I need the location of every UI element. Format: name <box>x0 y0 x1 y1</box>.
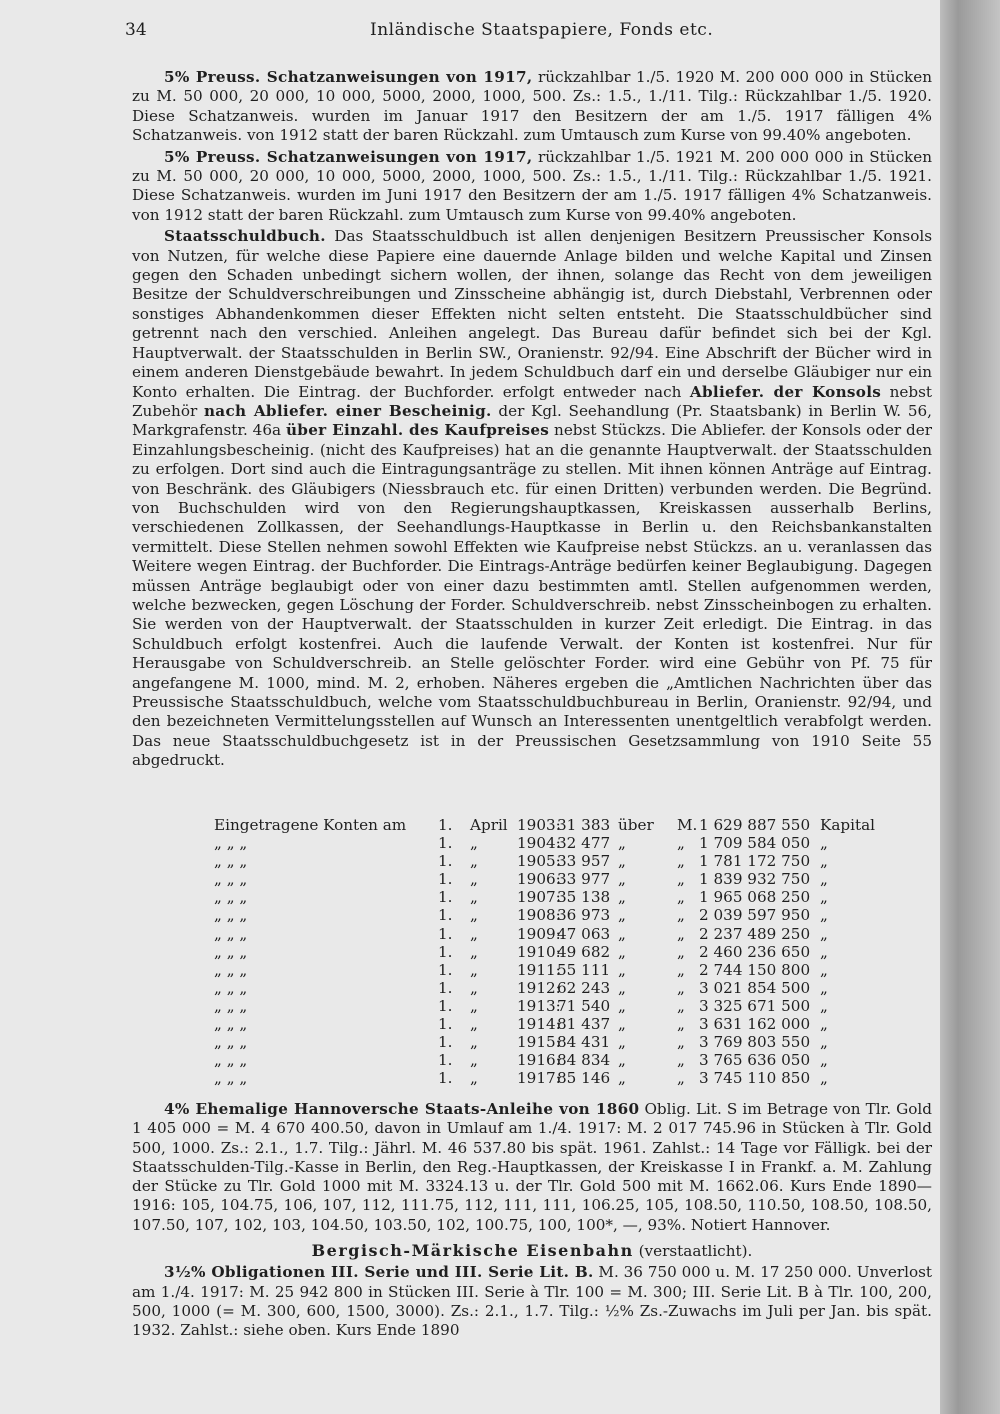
currency: „ <box>677 960 685 979</box>
date-day: 1. <box>438 852 453 871</box>
row-label: „ „ „ <box>214 1051 248 1070</box>
year: 1913: <box>517 996 561 1015</box>
account-count: 33 957 <box>557 852 611 871</box>
date-month: „ <box>470 1033 478 1052</box>
railway-bond-entry <box>132 1263 932 1340</box>
currency: „ <box>677 924 685 943</box>
account-count: 32 477 <box>557 834 611 853</box>
date-day: 1. <box>438 888 453 907</box>
date-day: 1. <box>438 906 453 925</box>
date-day: 1. <box>438 1051 453 1070</box>
date-month: „ <box>470 906 478 925</box>
account-count: 33 977 <box>557 870 611 889</box>
capital-amount: 2 460 236 650 <box>699 942 811 961</box>
year: 1912: <box>517 978 561 997</box>
capital-label: „ <box>820 834 828 853</box>
row-label: „ „ „ <box>214 1015 248 1034</box>
capital-amount: 3 021 854 500 <box>699 978 811 997</box>
account-count: 84 834 <box>557 1051 611 1070</box>
account-row <box>132 1033 932 1051</box>
ueber-word: „ <box>618 888 626 907</box>
row-label: „ „ „ <box>214 924 248 943</box>
date-month: April <box>470 816 508 834</box>
account-count: 35 138 <box>557 888 611 907</box>
hannover-bond-entry <box>132 1100 932 1235</box>
date-day: 1. <box>438 960 453 979</box>
ueber-word: über <box>618 816 654 834</box>
main-text-block <box>132 68 932 771</box>
capital-label: „ <box>820 996 828 1015</box>
row-label: „ „ „ <box>214 942 248 961</box>
year: 1906: <box>517 870 561 889</box>
account-row <box>132 925 932 943</box>
account-count: 49 682 <box>557 942 611 961</box>
account-count: 81 437 <box>557 1015 611 1034</box>
year: 1908: <box>517 906 561 925</box>
emphasis-text: über Einzahl. des Kaufpreises <box>285 421 550 440</box>
paragraph-text: nebst Zubehör <box>132 382 932 420</box>
account-count: 31 383 <box>557 816 611 834</box>
currency: „ <box>677 870 685 889</box>
date-day: 1. <box>438 1033 453 1052</box>
capital-amount: 2 237 489 250 <box>699 924 811 943</box>
row-label: „ „ „ <box>214 834 248 853</box>
date-month: „ <box>470 1015 478 1034</box>
account-row <box>132 870 932 888</box>
page-header <box>125 20 925 46</box>
date-month: „ <box>470 888 478 907</box>
capital-label: „ <box>820 1069 828 1088</box>
year: 1917: <box>517 1069 561 1088</box>
currency: „ <box>677 888 685 907</box>
bond-description: rückzahlbar 1./5. 1920 M. 200 000 000 in Stücken zu M. 50 000, 20 000, 10 000, 5000, 2000, 1000, 500. Zs.: 1.5., 1./11. Tilg.: Rückzahlbar 1./5. 1920. Diese Schatzanweis. wurden im Januar 1917 den Besitzern der am 1./5. 1917 fälligen 4% Schatzanweis. von 1912 statt der baren Rückzahl. zum Umtausch zum Kurse von 99.40% angeboten. <box>132 68 933 145</box>
currency: „ <box>677 1015 685 1034</box>
ueber-word: „ <box>618 1051 626 1070</box>
running-title: Inländische Staatspapiere, Fonds etc. <box>370 20 714 40</box>
currency: „ <box>677 996 685 1015</box>
account-row <box>132 816 932 834</box>
account-row <box>132 834 932 852</box>
paragraph-text: der Kgl. Seehandlung (Pr. Staatsbank) in Berlin W. 56, Markgrafenstr. 46a <box>132 401 932 440</box>
currency: „ <box>677 852 685 871</box>
bond-description: Oblig. Lit. S im Betrage von Tlr. Gold 1 405 000 = M. 4 670 400.50, davon in Umlauf am 1./4. 1917: M. 2 017 745.96 in Stücken à Tlr. Gold 500, 1000. Zs.: 2.1., 1.7. Tilg.: Jährl. M. 46 537.80 bis spät. 1961. Zahlst.: 14 Tage vor Fälligk. bei der Staatsschulden-Tilg.-Kasse in Berlin, den Reg.-Hauptkassen, der Kreiskasse I in Frankf. a. M. Zahlung der Stücke zu Tlr. Gold 1000 mit M. 3324.13 u. der Tlr. Gold 500 mit M. 1662.06. Kurs Ende 1890—1916: 105, 104.75, 106, 107, 112, 111.75, 112, 111, 111, 106.25, 105, 108.50, 110.50, 108.50, 108.50, 107.50, 107, 102, 103, 104.50, 103.50, 102, 100.75, 100, 100*, —, 93%. Notiert Hannover. <box>132 1100 933 1234</box>
account-count: 71 540 <box>557 996 611 1015</box>
capital-label: „ <box>820 852 828 871</box>
date-month: „ <box>470 924 478 943</box>
date-day: 1. <box>438 996 453 1015</box>
ueber-word: „ <box>618 870 626 889</box>
account-row <box>132 888 932 906</box>
currency: „ <box>677 1051 685 1070</box>
currency: „ <box>677 978 685 997</box>
year: 1910: <box>517 942 561 961</box>
date-month: „ <box>470 1051 478 1070</box>
capital-amount: 3 745 110 850 <box>699 1069 811 1088</box>
date-day: 1. <box>438 924 453 943</box>
capital-label: „ <box>820 870 828 889</box>
paragraph-text: Das Staatsschuldbuch ist allen denjenigen Besitzern Preussischer Konsols von Nutzen, für welche diese Papiere eine dauernde Anlage bilden und welche Kapital und Zinsen gegen den Schaden unbedingt sichern wollen, der ihnen, solange das Recht von dem jeweiligen Besitze der Schuldverschreibungen und Zinsscheine abhängig ist, durch Diebstahl, Verbrennen oder sonstiges Abhandenkommen dieser Effekten nicht selten entsteht. Die Staatsschuldbücher sind getrennt nach den verschied. Anleihen angelegt. Das Bureau dafür befindet sich bei der Kgl. Hauptverwalt. der Staatsschulden in Berlin SW., Oranienstr. 92/94. Eine Abschrift der Bücher wird in einem anderen Dienstgebäude bewahrt. In jedem Schuldbuch darf ein und derselbe Gläubiger nur ein Konto erhalten. Die Eintrag. der Buchforder. erfolgt entweder nach <box>132 227 932 401</box>
capital-label: „ <box>820 942 828 961</box>
capital-amount: 2 039 597 950 <box>699 906 811 925</box>
date-day: 1. <box>438 978 453 997</box>
railway-subtitle: (verstaatlicht). <box>638 1242 753 1261</box>
account-count: 62 243 <box>557 978 611 997</box>
date-month: „ <box>470 852 478 871</box>
year: 1907: <box>517 888 561 907</box>
registered-accounts-table <box>132 816 932 1087</box>
capital-amount: 1 629 887 550 <box>699 816 811 834</box>
ueber-word: „ <box>618 834 626 853</box>
bond-description: rückzahlbar 1./5. 1921 M. 200 000 000 in Stücken zu M. 50 000, 20 000, 10 000, 5000, 2000, 1000, 500. Zs.: 1.5., 1./11. Tilg.: Rückzahlbar 1./5. 1921. Diese Schatzanweis. wurden im Juni 1917 den Besitzern der am 1./5. 1917 fälligen 4% Schatzanweis. von 1912 statt der baren Rückzahl. zum Umtausch zum Kurse von 99.40% angeboten. <box>132 147 933 224</box>
ueber-word: „ <box>618 1069 626 1088</box>
account-row <box>132 852 932 870</box>
capital-amount: 3 631 162 000 <box>699 1015 811 1034</box>
scanned-page-edge <box>940 0 1000 1414</box>
currency: „ <box>677 834 685 853</box>
date-month: „ <box>470 942 478 961</box>
account-row <box>132 979 932 997</box>
account-row <box>132 997 932 1015</box>
row-label: „ „ „ <box>214 1033 248 1052</box>
bond-entry-1920 <box>132 68 932 146</box>
year: 1914: <box>517 1015 561 1034</box>
year: 1903: <box>517 816 561 834</box>
page-number: 34 <box>125 20 147 40</box>
capital-label: Kapital <box>820 816 875 834</box>
bond-title: 4% Ehemalige Hannoversche Staats-Anleihe von 1860 <box>164 1100 640 1118</box>
currency: „ <box>677 1069 685 1088</box>
ueber-word: „ <box>618 1015 626 1034</box>
capital-label: „ <box>820 1051 828 1070</box>
date-month: „ <box>470 870 478 889</box>
row-label: Eingetragene Konten am <box>214 816 407 834</box>
emphasis-text: nach Abliefer. einer Bescheinig. <box>203 401 492 420</box>
capital-amount: 2 744 150 800 <box>699 960 811 979</box>
bond-title: 3½% Obligationen III. Serie und III. Serie Lit. B. <box>164 1263 594 1282</box>
capital-amount: 3 769 803 550 <box>699 1033 811 1052</box>
capital-label: „ <box>820 906 828 925</box>
account-row <box>132 943 932 961</box>
ueber-word: „ <box>618 1033 626 1052</box>
account-row <box>132 961 932 979</box>
railway-heading <box>132 1241 932 1261</box>
ueber-word: „ <box>618 978 626 997</box>
date-month: „ <box>470 1069 478 1088</box>
railway-title: Bergisch-Märkische Eisenbahn <box>311 1241 634 1261</box>
capital-label: „ <box>820 1015 828 1034</box>
row-label: „ „ „ <box>214 960 248 979</box>
capital-amount: 1 839 932 750 <box>699 870 811 889</box>
account-count: 47 063 <box>557 924 611 943</box>
date-day: 1. <box>438 834 453 853</box>
ueber-word: „ <box>618 942 626 961</box>
ueber-word: „ <box>618 996 626 1015</box>
date-day: 1. <box>438 870 453 889</box>
capital-amount: 3 325 671 500 <box>699 996 811 1015</box>
emphasis-text: Abliefer. der Konsols <box>689 382 882 401</box>
year: 1905: <box>517 852 561 871</box>
capital-label: „ <box>820 960 828 979</box>
year: 1911: <box>517 960 561 979</box>
year: 1904: <box>517 834 561 853</box>
capital-amount: 1 965 068 250 <box>699 888 811 907</box>
year: 1915: <box>517 1033 561 1052</box>
account-count: 55 111 <box>557 960 611 979</box>
date-month: „ <box>470 834 478 853</box>
row-label: „ „ „ <box>214 906 248 925</box>
date-day: 1. <box>438 942 453 961</box>
currency: „ <box>677 906 685 925</box>
date-month: „ <box>470 996 478 1015</box>
account-count: 84 431 <box>557 1033 611 1052</box>
ueber-word: „ <box>618 960 626 979</box>
bond-title: 5% Preuss. Schatzanweisungen von 1917, <box>164 147 533 166</box>
capital-amount: 1 709 584 050 <box>699 834 811 853</box>
year: 1916: <box>517 1051 561 1070</box>
row-label: „ „ „ <box>214 996 248 1015</box>
capital-label: „ <box>820 924 828 943</box>
bond-title: 5% Preuss. Schatzanweisungen von 1917, <box>164 68 533 86</box>
row-label: „ „ „ <box>214 852 248 871</box>
ueber-word: „ <box>618 852 626 871</box>
paragraph-text: nebst Stückzs. Die Abliefer. der Konsols oder der Einzahlungsbescheinig. (nicht des Kaufpreises) hat an die genannte Hauptverwalt. der Staatsschulden zu erfolgen. Dort sind auch die Eintragungsanträge zu stellen. Mit ihnen können Anträge auf Eintrag. von Beschränk. des Gläubigers (Niessbrauch etc. für einen Dritten) verbunden werden. Die Begründ. von Buchschulden wird von den Regierungshauptkassen, Kreiskassen ausserhalb Berlins, verschiedenen Zollkassen, der Seehandlungs-Hauptkasse in Berlin u. den Reichsbankanstalten vermittelt. Diese Stellen nehmen sowohl Effekten wie Kaufpreise nebst Stückzs. an u. veranlassen das Weitere wegen Eintrag. der Buchforder. Die Eintrags-Anträge bedürfen keiner Beglaubigung. Dagegen müssen Anträge beglaubigt oder von einer dazu bestimmten amtl. Stellen aufgenommen werden, welche bezwecken, gegen Löschung der Forder. Schuldverschreib. nebst Zinsscheinbogen zu erhalten. Sie werden von der Hauptverwalt. der Staatsschulden in kurzer Zeit erledigt. Die Eintrag. in das Schuldbuch erfolgt kostenfrei. Auch die laufende Verwalt. der Konten ist kostenfrei. Nur für Herausgabe von Schuldverschreib. an Stelle gelöschter Forder. wird eine Gebühr von Pf. 75 für angefangene M. 1000, mind. M. 2, erhoben. Näheres ergeben die „Amtlichen Nachrichten über das Preussische Staatsschuldbuch, welche vom Staatsschuldbuchbureau in Berlin, Oranienstr. 92/94, und den bezeichneten Vermittelungsstellen auf Wunsch an Interessenten unentgeltlich verabfolgt werden. Das neue Staatsschuldbuchgesetz ist in der Preussischen Gesetzsammlung von 1910 Seite 55 abgedruckt. <box>132 421 933 770</box>
bond-entry-1921 <box>132 148 932 226</box>
account-count: 36 973 <box>557 906 611 925</box>
account-row <box>132 1051 932 1069</box>
row-label: „ „ „ <box>214 870 248 889</box>
date-day: 1. <box>438 816 453 834</box>
capital-amount: 3 765 636 050 <box>699 1051 811 1070</box>
row-label: „ „ „ <box>214 888 248 907</box>
ueber-word: „ <box>618 906 626 925</box>
capital-amount: 1 781 172 750 <box>699 852 811 871</box>
currency: „ <box>677 942 685 961</box>
date-day: 1. <box>438 1015 453 1034</box>
account-row <box>132 906 932 924</box>
currency: „ <box>677 1033 685 1052</box>
section-title: Staatsschuldbuch. <box>164 227 326 246</box>
bond-description: M. 36 750 000 u. M. 17 250 000. Unverlost am 1./4. 1917: M. 25 942 800 in Stücken III. Serie à Tlr. 100 = M. 300; III. Serie Lit. B à Tlr. 100, 200, 500, 1000 (= M. 300, 600, 1500, 3000). Zs.: 2.1., 1.7. Tilg.: ½% Zs.-Zuwachs im Juli per Jan. bis spät. 1932. Zahlst.: siehe oben. Kurs Ende 1890 <box>132 1263 932 1340</box>
capital-label: „ <box>820 978 828 997</box>
ueber-word: „ <box>618 924 626 943</box>
capital-label: „ <box>820 888 828 907</box>
date-month: „ <box>470 960 478 979</box>
account-row <box>132 1069 932 1087</box>
capital-label: „ <box>820 1033 828 1052</box>
currency: M. <box>677 816 698 834</box>
date-day: 1. <box>438 1069 453 1088</box>
lower-text-block <box>132 1100 932 1341</box>
account-count: 85 146 <box>557 1069 611 1088</box>
account-row <box>132 1015 932 1033</box>
row-label: „ „ „ <box>214 978 248 997</box>
staatsschuldbuch-entry <box>132 227 932 770</box>
date-month: „ <box>470 978 478 997</box>
row-label: „ „ „ <box>214 1069 248 1088</box>
year: 1909: <box>517 924 561 943</box>
